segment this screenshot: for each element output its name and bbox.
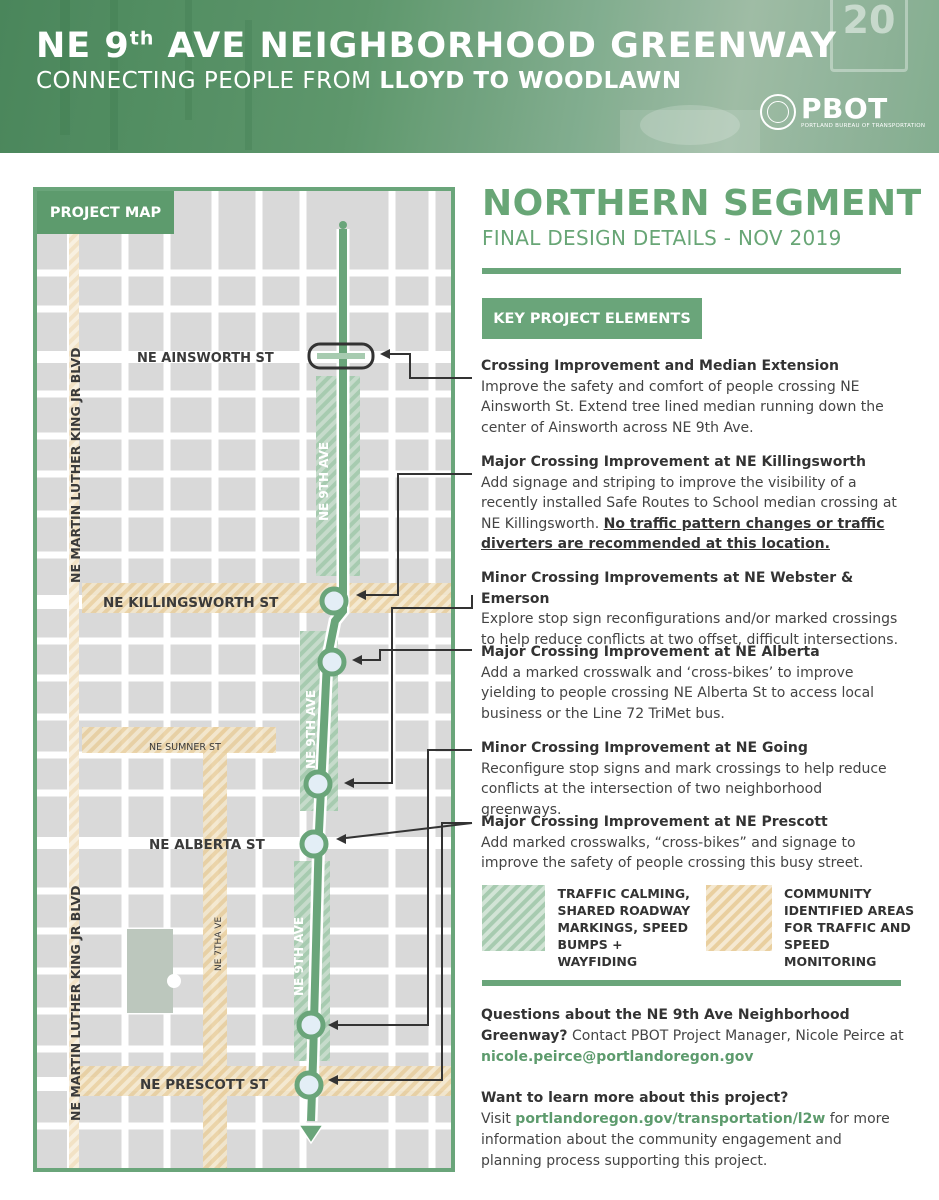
element-prescott: Major Crossing Improvement at NE Prescott Add marked crosswalks, “cross-bikes” and signage to improve the safety of people crossing this busy street. bbox=[481, 814, 864, 871]
city-seal-icon bbox=[760, 94, 796, 130]
park-block bbox=[127, 929, 173, 1013]
node-going bbox=[306, 772, 330, 796]
street-grid bbox=[37, 191, 451, 1168]
pbot-logo-text: PBOT bbox=[801, 92, 888, 125]
node-alberta bbox=[302, 832, 326, 856]
pbot-logo bbox=[760, 94, 925, 130]
label-sumner: NE SUMNER ST bbox=[149, 742, 221, 753]
segment-subtitle: FINAL DESIGN DETAILS - NOV 2019 bbox=[482, 226, 842, 250]
hatch-green-swatch bbox=[482, 885, 545, 951]
project-map bbox=[33, 187, 455, 1172]
speed-limit-sign: 20 bbox=[830, 0, 908, 72]
label-9th-2: NE 9TH AVE bbox=[304, 689, 318, 769]
label-alberta: NE ALBERTA ST bbox=[149, 837, 265, 853]
pbot-logo-subtext: PORTLAND BUREAU OF TRANSPORTATION bbox=[801, 123, 926, 129]
element-webster-emerson: Minor Crossing Improvements at NE Webster & Emerson Explore stop sign reconfigurations and/or marked crossings to help reduce conflicts at two offset, difficult intersections. bbox=[481, 570, 899, 648]
hatch-tan-swatch bbox=[706, 885, 772, 951]
element-ainsworth: Crossing Improvement and Median Extension Improve the safety and comfort of people crossing NE Ainsworth St. Extend tree lined median running down the center of Ainsworth across NE 9th Ave. bbox=[481, 358, 884, 436]
label-9th-3: NE 9TH AVE bbox=[292, 916, 306, 996]
project-url-link[interactable]: portlandoregon.gov/transportation/l2w bbox=[515, 1111, 826, 1127]
element-going: Minor Crossing Improvement at NE Going Reconfigure stop signs and mark crossings to help reduce conflicts at the intersection of two neighborhood greenways. bbox=[481, 740, 887, 818]
segment-header bbox=[482, 183, 922, 250]
label-9th-1: NE 9TH AVE bbox=[317, 441, 331, 521]
page-title: NE 9th AVE NEIGHBORHOOD GREENWAY bbox=[36, 26, 838, 66]
segment-title: NORTHERN SEGMENT bbox=[482, 183, 922, 224]
contact-block: Questions about the NE 9th Ave Neighborhood Greenway? Contact PBOT Project Manager, Nicole Peirce at nicole.peirce@portlandoregon.gov bbox=[481, 1007, 904, 1065]
divider-bottom bbox=[482, 980, 901, 986]
node-prescott bbox=[297, 1073, 321, 1097]
element-killingsworth: Major Crossing Improvement at NE Killingsworth Add signage and striping to improve the visibility of a recently installed Safe Routes to School median crossing at NE Killingsworth. No traffic pattern changes or traffic diverters are recommended at this location. bbox=[481, 454, 897, 552]
label-7th: NE 7THA VE bbox=[214, 916, 224, 971]
node-webster-emerson bbox=[320, 650, 344, 674]
label-mlk-2: NE MARTIN LUTHER KING JR BLVD bbox=[68, 885, 83, 1121]
label-prescott: NE PRESCOTT ST bbox=[140, 1077, 269, 1093]
label-mlk-1: NE MARTIN LUTHER KING JR BLVD bbox=[68, 347, 83, 583]
legend-traffic-calming: TRAFFIC CALMING, SHARED ROADWAY MARKINGS, SPEED BUMPS + WAYFIDING bbox=[482, 885, 692, 970]
divider-top bbox=[482, 268, 901, 274]
legend-community-areas: COMMUNITY IDENTIFIED AREAS FOR TRAFFIC AND SPEED MONITORING bbox=[706, 885, 918, 970]
label-killingsworth: NE KILLINGSWORTH ST bbox=[103, 595, 279, 611]
element-alberta: Major Crossing Improvement at NE Alberta Add a marked crosswalk and ‘cross-bikes’ to improve yielding to people crossing NE Alberta St to access local business or the Line 72 TriMet bus. bbox=[481, 644, 875, 722]
label-ainsworth: NE AINSWORTH ST bbox=[137, 351, 274, 366]
map-tag: PROJECT MAP bbox=[37, 191, 174, 234]
node-going-south bbox=[299, 1013, 323, 1037]
header-banner bbox=[0, 0, 939, 153]
learn-more-block: Want to learn more about this project? Visit portlandoregon.gov/transportation/l2w for more information about the community engagement and planning process supporting this project. bbox=[481, 1090, 890, 1169]
key-elements-tag: KEY PROJECT ELEMENTS bbox=[482, 298, 702, 339]
map-canvas bbox=[37, 191, 451, 1168]
email-link[interactable]: nicole.peirce@portlandoregon.gov bbox=[481, 1049, 754, 1065]
node-killingsworth bbox=[322, 589, 346, 613]
page-subtitle: CONNECTING PEOPLE FROM LLOYD TO WOODLAWN bbox=[36, 68, 682, 94]
